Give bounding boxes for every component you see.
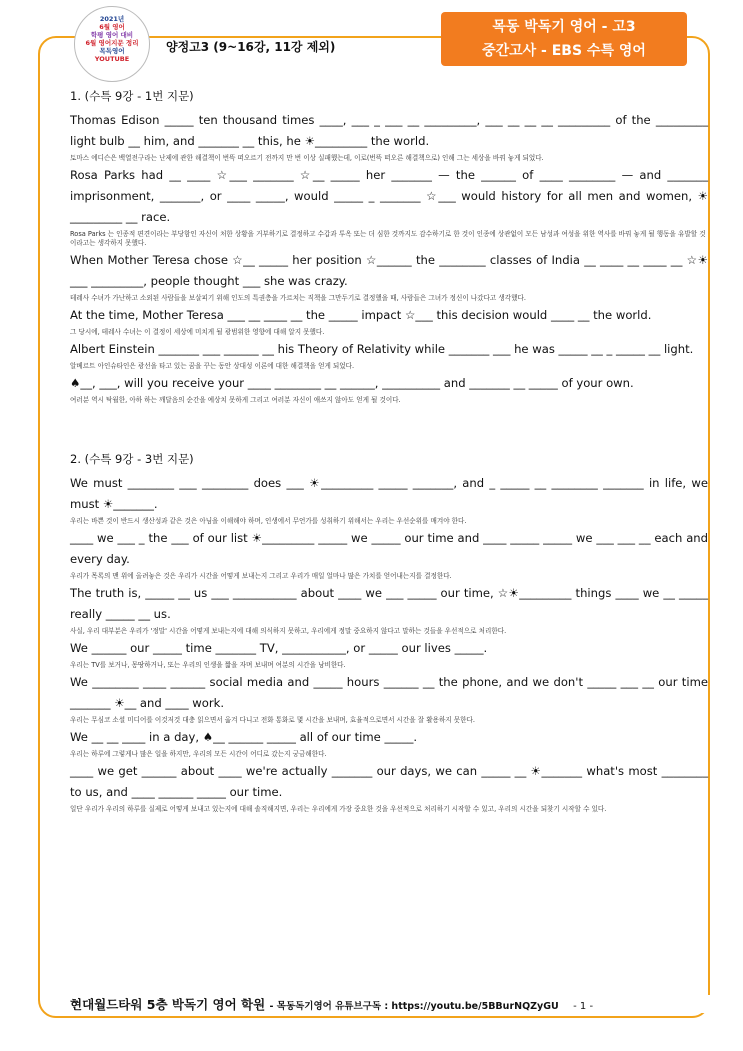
sentence-en: The truth is, _____ __ us ___ ___________ about ____ we ___ _____ our time, ☆☀_________ things ____ we __ _____ really _____ __ us. — [70, 586, 708, 621]
page-footer — [70, 995, 714, 1013]
logo-line3: 학평 영어 대비 — [90, 31, 134, 39]
banner-line2: 중간고사 - EBS 수특 영어 — [482, 43, 646, 59]
section-spacer — [70, 407, 708, 451]
footer-academy: 현대월드타워 5층 박독기 영어 학원 — [70, 997, 266, 1012]
sentence-en: We ______ our _____ time _______ TV, ___________, or _____ our lives _____. — [70, 641, 488, 655]
logo-line2: 6월 영어 — [99, 23, 125, 31]
sentence-ko: 그 당시에, 테레사 수녀는 이 결정이 세상에 미치게 될 광범위한 영향에 대해 알지 못했다. — [70, 328, 325, 336]
sentence-ko: 우리가 목록의 맨 위에 올려놓은 것은 우리가 시간을 어떻게 보내는지 그리고 우리가 매일 얼마나 많은 가치를 얻어내는지를 결정한다. — [70, 572, 452, 580]
logo-year: 2021년 — [99, 15, 125, 23]
sentence-en: We must ________ ___ ________ does ___ ☀_________ _____ _______, and _ _____ __ ________ _______ in life, we must ☀_______. — [70, 476, 708, 511]
section2-title: 2. (수특 9강 - 3번 지문) — [70, 452, 194, 466]
sentence-ko: 우리는 바쁜 것이 반드시 생산성과 같은 것은 아님을 이해해야 하며, 인생에서 무언가를 성취하기 위해서는 우리는 우선순위를 매겨야 한다. — [70, 517, 467, 525]
sentence-en: ♠__, ___, will you receive your ____ ________ __ ______, __________ and _______ __ _____ of your own. — [70, 376, 634, 390]
sentence-en: Albert Einstein _______ ___ ______ __ his Theory of Relativity while _______ ___ he was _____ __ _ _____ __ light. — [70, 342, 694, 356]
worksheet-content — [70, 88, 708, 816]
sentence-ko: 우리는 TV를 보거나, 몽땅하거나, 또는 우리의 인생을 짧을 자며 보내며 여분의 시간을 낭비한다. — [70, 661, 346, 669]
sentence-ko: 테레사 수녀가 가난하고 소외된 사람들을 보살피기 위해 인도의 특권층을 가르치는 직책을 그만두기로 결정했을 때, 사람들은 그녀가 정신이 나갔다고 생각했다. — [70, 294, 526, 302]
sentence-ko: 토마스 에디슨은 백열전구라는 난제에 관한 해결책이 번뜩 떠오르기 전까지 만 번 이상 실패했는데, 이로(번뜩 떠오른 해결책으로) 인해 그는 세상을 바꿔 놓게 되었다. — [70, 154, 544, 162]
sentence-en: ____ we ___ _ the ___ of our list ☀_________ _____ we _____ our time and ____ _____ _____ we ___ ___ __ each and every day. — [70, 531, 708, 566]
logo-line4: 6월 영어지문 정리 — [85, 39, 139, 47]
sentence-ko: Rosa Parks 는 인종적 편견이라는 부당함인 자신이 처한 상황을 거부하기로 결정하고 수갑과 투옥 또는 더 심한 것까지도 감수하기로 한 것이 인종에 상관없이 모든 남성과 여성을 위한 역사를 바꿔 놓게 될 행동을 유발할 것이라고는 생각하지 못했다. — [70, 230, 706, 247]
sentence-en: ____ we get ______ about ____ we're actually _______ our days, we can _____ __ ☀_______ what's most ________ to us, and ____ ______ _____ our time. — [70, 764, 708, 799]
section1-title: 1. (수특 9강 - 1번 지문) — [70, 89, 194, 103]
sentence-en: We ________ ____ ______ social media and _____ hours ______ __ the phone, and we don't _____ ___ __ our time _______ ☀__ and ____ work. — [70, 675, 708, 710]
sentence-en: At the time, Mother Teresa ___ __ ____ __ the _____ impact ☆___ this decision would ____ __ the world. — [70, 308, 652, 322]
sentence-ko: 우리는 하루에 그렇게나 많은 일을 하지만, 우리의 모든 시간이 어디로 갔는지 궁금해한다. — [70, 750, 327, 758]
logo-youtube: YOUTUBE — [94, 55, 130, 63]
logo-line5: 목독영어 — [99, 47, 125, 55]
sentence-ko: 우리는 무심코 소셜 미디어를 이것저것 대충 읽으면서 옮겨 다니고 전화 통화로 몇 시간을 보내며, 효율적으로면서 시간을 잘 활용하지 못한다. — [70, 716, 475, 724]
banner-line1: 목동 박독기 영어 - 고3 — [492, 19, 636, 35]
logo-badge — [74, 6, 150, 82]
footer-youtube-link[interactable]: - 목동독기영어 유튜브구독 : https://youtu.be/5BBurNQZyGU — [269, 1001, 559, 1012]
sentence-ko: 여러분 역시 탁월한, 아하 하는 깨달음의 순간을 예상치 못하게 그리고 여러분 자신이 애쓰지 않아도 얻게 될 것이다. — [70, 396, 401, 404]
sentence-en: Rosa Parks had __ ____ ☆___ _______ ☆__ _____ her _______ — the ______ of ____ ________ — and _______ imprisonment, _______, or ____ _____, would _____ _ _______ ☆___ would history for all men and women, ☀_________ __ race. — [70, 168, 708, 224]
sentence-en: Thomas Edison _____ ten thousand times ____, ___ _ ___ __ _________, ___ __ __ __ _________ of the _________ light bulb __ him, and _______ __ this, he ☀_________ the world. — [70, 113, 708, 148]
sentence-ko: 일단 우리가 우리의 하루를 실제로 어떻게 보내고 있는지에 대해 솔직해지면, 우리는 우리에게 가장 중요한 것을 우선적으로 처리하기 시작할 수 있고, 우리의 시간을 되찾기 시작할 수 있다. — [70, 805, 607, 813]
sentence-en: When Mother Teresa chose ☆__ _____ her position ☆______ the ________ classes of India __ ____ __ ____ __ ☆☀___ _________, people thought ___ she was crazy. — [70, 253, 708, 288]
sentence-en: We __ __ ____ in a day, ♠__ ______ _____ all of our time _____. — [70, 730, 418, 744]
sentence-ko: 알베르트 아인슈타인은 광선을 타고 있는 꿈을 꾸는 동안 상대성 이론에 대한 해결책을 얻게 되었다. — [70, 362, 355, 370]
sentence-ko: 사실, 우리 대부분은 우리가 '정말' 시간을 어떻게 보내는지에 대해 의식하지 못하고, 우리에게 정말 중요하지 않다고 말하는 것들을 우선적으로 처리한다. — [70, 627, 507, 635]
page-number: - 1 - — [573, 1001, 594, 1012]
page-subtitle: 양정고3 (9~16강, 11강 제외) — [162, 38, 339, 55]
title-banner — [441, 12, 687, 66]
